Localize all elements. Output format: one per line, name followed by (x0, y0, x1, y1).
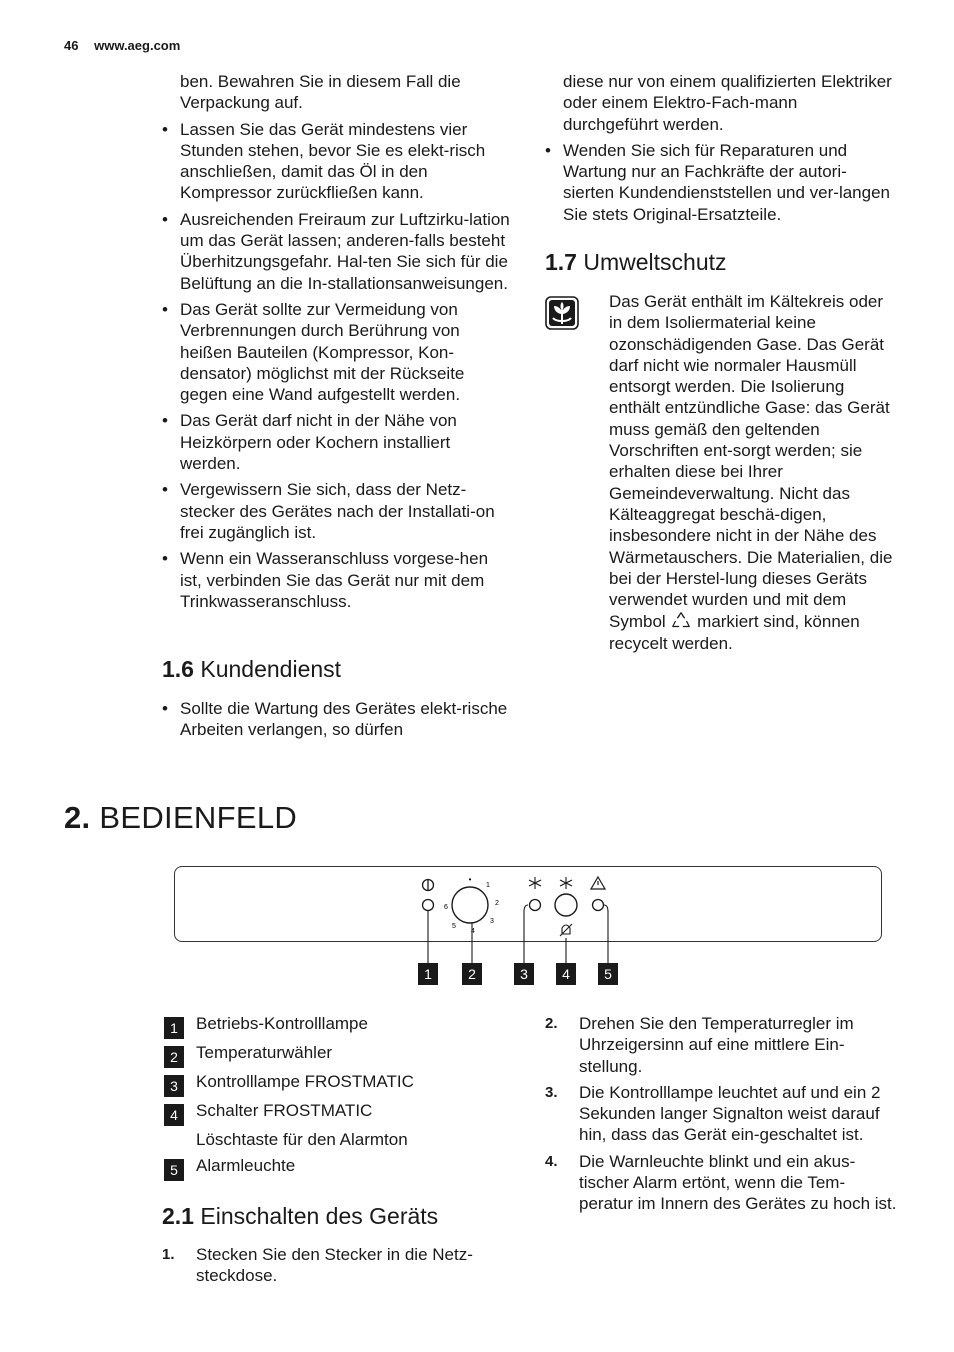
dial-mark: 5 (452, 923, 456, 930)
panel-legend (164, 1013, 414, 1184)
step-item (545, 1151, 897, 1215)
legend-item (164, 1042, 414, 1071)
step-text: Stecken Sie den Stecker in die Netz-steckdose. (196, 1245, 473, 1286)
chapter-title: BEDIENFELD (99, 800, 298, 835)
step-item (162, 1244, 512, 1287)
legend-label: Temperaturwähler (196, 1043, 333, 1062)
legend-number: 3 (164, 1075, 184, 1097)
dial-mark: 3 (490, 918, 494, 925)
alarm-mute-icon (560, 924, 572, 936)
chapter-number: 2. (64, 800, 91, 835)
section-title: Kundendienst (200, 656, 342, 682)
legend-label: Betriebs-Kontrolllampe (196, 1014, 368, 1033)
dial-mark: 1 (486, 882, 490, 889)
step-number: 3. (545, 1083, 558, 1101)
legend-item (164, 1155, 414, 1184)
step-text: Die Kontrolllampe leuchtet auf und ein 2 Sekunden langer Signalton weist darauf hin, dass das Gerät ein-geschaltet ist. (579, 1082, 881, 1145)
step-number: 2. (545, 1015, 558, 1032)
dial-mark: 4 (471, 928, 475, 935)
legend-item (164, 1100, 414, 1129)
list-item: • Ausreichenden Freiraum zur Luftzirku-lation um das Gerät lassen; anderen-falls besteht Überhitzungsgefahr. Hal-ten Sie sich für die Belüftung an die In-stallationsanweisungen. (162, 209, 512, 294)
legend-number: 1 (164, 1017, 184, 1039)
list-item: • Wenden Sie sich für Reparaturen und Wartung nur an Fachkräfte der autori-sierten Kundendienststellen und ver-langen Sie stets Original-Ersatzteile. (545, 140, 895, 225)
callout-5: 5 (598, 963, 618, 985)
list-item: • Das Gerät sollte zur Vermeidung von Verbrennungen durch Berührung von heißen Bauteilen (Kompressor, Kon-densator) möglichst mit der Rückseite gegen eine Wand aufgestellt werden. (162, 299, 512, 405)
section-number: 1.7 (545, 249, 577, 275)
environment-paragraph: Das Gerät enthält im Kältekreis oder in dem Isoliermaterial keine ozonschädigenden Gase. Das Gerät darf nicht wie normaler Hausmüll entsorgt werden. Die Isolierung enthält entzündliche Gase: das Gerät muss gemäß den geltenden Vorschriften ent-sorgt werden; sie erhalten diese bei Ihrer Gemeindeverwaltung. Nicht das Kälteaggregat beschä-digen, insbesondere nicht in der Nähe des Wärmetauschers. Die Materialien, die bei der Herstel-lung dieses Geräts verwendet wurden und mit dem Symbol (609, 292, 893, 632)
list-item: • Wenn ein Wasseranschluss vorgese-hen ist, verbinden Sie das Gerät nur mit dem Trinkwasseranschluss. (162, 548, 512, 612)
list-item: • Sollte die Wartung des Gerätes elekt-rische Arbeiten verlangen, so dürfen (162, 698, 512, 741)
legend-label: Schalter FROSTMATIC (196, 1101, 373, 1120)
power-icon (423, 880, 434, 891)
dial-icon[interactable] (452, 887, 488, 923)
section-number: 1.6 (162, 656, 194, 682)
legend-label: Kontrolllampe FROSTMATIC (196, 1072, 414, 1091)
header-url[interactable]: www.aeg.com (94, 38, 181, 53)
section-title: Einschalten des Geräts (200, 1203, 439, 1229)
legend-item (164, 1071, 414, 1100)
step-item (545, 1082, 897, 1146)
step-text: Die Warnleuchte blinkt und ein akus-tischer Alarm ertönt, wenn die Tem-peratur im Innern des Gerätes zu hoch ist. (579, 1151, 897, 1214)
alarm-lamp (593, 900, 604, 911)
environment-paragraph-end: markiert sind, können recycelt werden. (609, 612, 860, 653)
legend-number: 4 (164, 1104, 184, 1126)
legend-item (164, 1013, 414, 1042)
legend-item (164, 1129, 414, 1155)
dial-mark: 2 (495, 900, 499, 907)
warning-triangle-icon (591, 877, 605, 889)
section-2-1-heading (162, 1203, 438, 1230)
dial-mark-dot: • (468, 875, 472, 884)
legend-label: Löschtaste für den Alarmton (196, 1130, 408, 1149)
snowflake-icon (560, 877, 572, 889)
snowflake-icon (529, 877, 541, 889)
list-item: • Das Gerät darf nicht in der Nähe von Heizkörpern oder Kochern installiert werden. (162, 410, 512, 474)
callout-4: 4 (556, 963, 576, 985)
section-number: 2.1 (162, 1203, 194, 1229)
steps-right (545, 1013, 897, 1220)
step-number: 1. (162, 1246, 175, 1263)
frostmatic-switch[interactable] (555, 894, 577, 916)
left-intro: ben. Bewahren Sie in diesem Fall die Verpackung auf. (180, 72, 461, 113)
page-number: 46 (64, 38, 79, 53)
step-item (545, 1013, 897, 1077)
step-text: Drehen Sie den Temperaturregler im Uhrzeigersinn auf eine mittlere Ein-stellung. (579, 1014, 854, 1076)
legend-number: 2 (164, 1046, 184, 1068)
dial-mark: 6 (444, 904, 448, 911)
callout-2: 2 (462, 963, 482, 985)
legend-label: Alarmleuchte (196, 1156, 296, 1175)
callout-3: 3 (514, 963, 534, 985)
list-item: • Vergewissern Sie sich, dass der Netz-stecker des Gerätes nach der Installati-on frei zugänglich ist. (162, 479, 512, 543)
step-number: 4. (545, 1152, 558, 1170)
frostmatic-lamp (530, 900, 541, 911)
legend-number: 5 (164, 1159, 184, 1181)
section-title: Umweltschutz (583, 249, 727, 275)
right-intro: diese nur von einem qualifizierten Elektriker oder einem Elektro-Fach-mann durchgeführt werden. (563, 72, 892, 134)
callout-1: 1 (418, 963, 438, 985)
power-lamp (423, 900, 434, 911)
steps-left (162, 1244, 512, 1292)
list-item: • Lassen Sie das Gerät mindestens vier Stunden stehen, bevor Sie es elekt-risch anschließen, damit das Öl in den Kompressor zurückfließen kann. (162, 119, 512, 204)
